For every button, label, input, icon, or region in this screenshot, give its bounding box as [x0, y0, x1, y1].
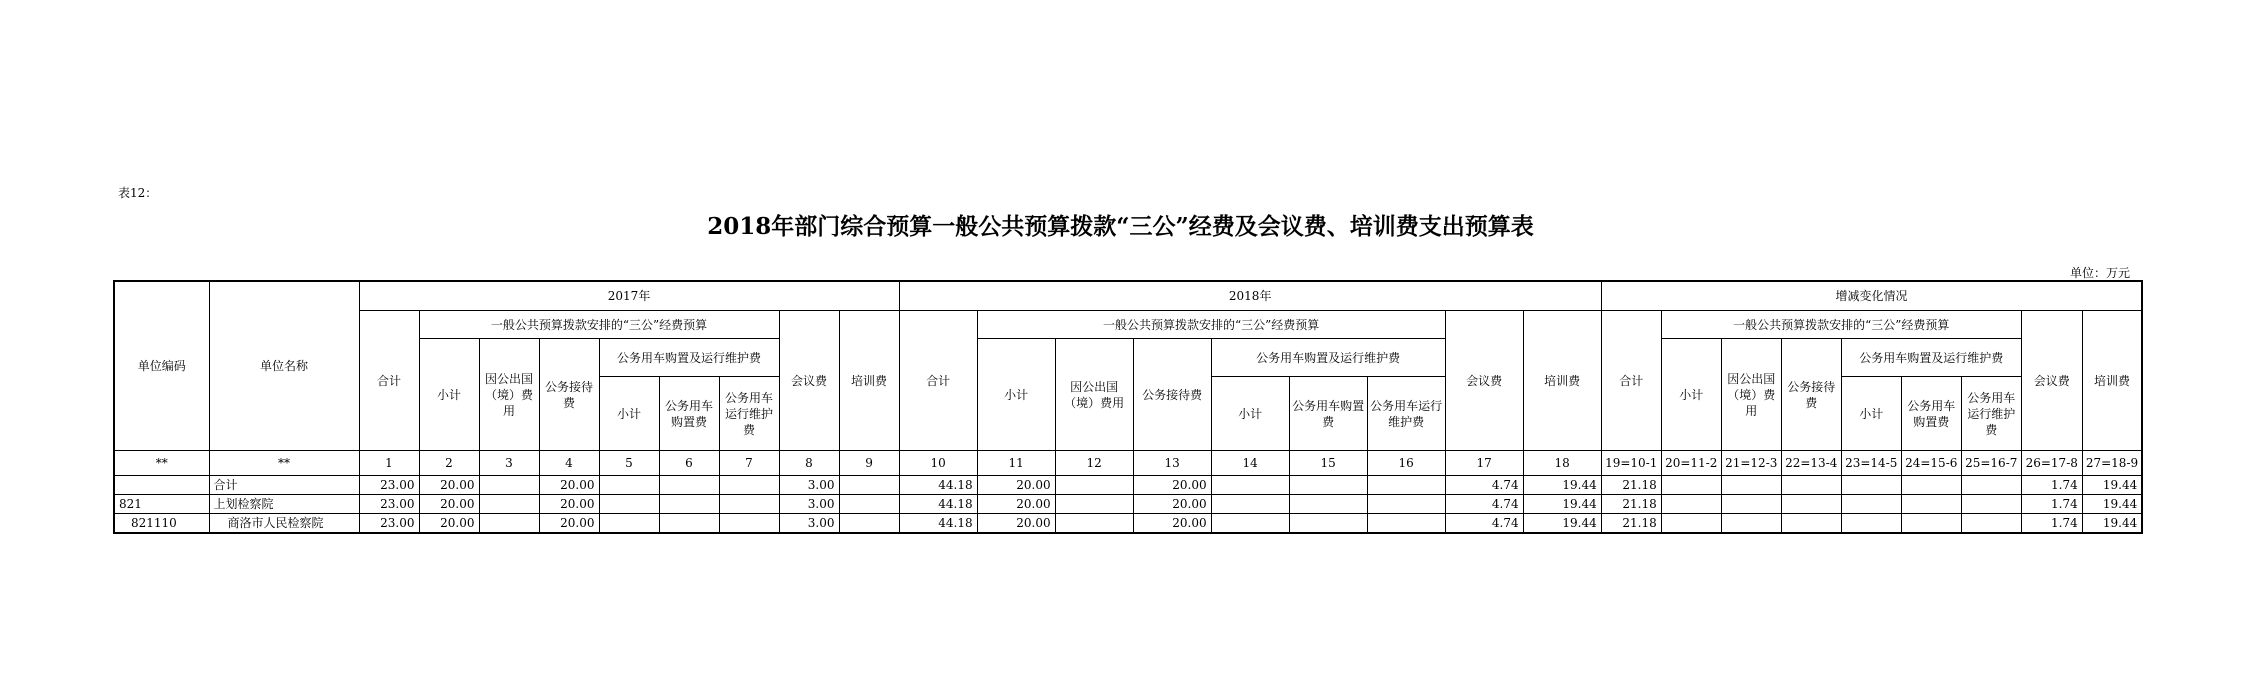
value-cell: 3.00	[779, 495, 839, 514]
value-cell: 20.00	[539, 495, 599, 514]
value-cell: 20.00	[539, 476, 599, 495]
header-year-2017: 2017年	[359, 281, 899, 311]
unit-code-cell: 821	[114, 495, 209, 514]
header-row-sangong	[114, 311, 2142, 339]
value-cell	[719, 495, 779, 514]
value-cell	[839, 514, 899, 534]
column-index-row	[114, 451, 2142, 476]
column-index-cell: 2	[419, 451, 479, 476]
header-change-reception: 公务接待费	[1781, 339, 1841, 451]
value-cell: 19.44	[2082, 514, 2142, 534]
value-cell	[1367, 514, 1445, 534]
value-cell	[839, 495, 899, 514]
header-unit-code: 单位编码	[114, 281, 209, 451]
header-2017-vehicle-run: 公务用车运行维护费	[719, 377, 779, 451]
column-index-cell: 15	[1289, 451, 1367, 476]
header-2018-vehicle: 公务用车购置及运行维护费	[1211, 339, 1445, 377]
header-2018-sangong: 一般公共预算拨款安排的“三公”经费预算	[977, 311, 1445, 339]
header-2017-training: 培训费	[839, 311, 899, 451]
value-cell	[1211, 495, 1289, 514]
column-index-cell: 1	[359, 451, 419, 476]
column-index-cell: **	[209, 451, 359, 476]
value-cell: 4.74	[1445, 514, 1523, 534]
unit-name-cell: 上划检察院	[209, 495, 359, 514]
column-index-cell: 23=14-5	[1841, 451, 1901, 476]
column-index-cell: 17	[1445, 451, 1523, 476]
header-2018-vehicle-buy: 公务用车购置费	[1289, 377, 1367, 451]
value-cell	[1841, 476, 1901, 495]
value-cell	[1721, 476, 1781, 495]
header-2018-reception: 公务接待费	[1133, 339, 1211, 451]
value-cell: 21.18	[1601, 476, 1661, 495]
page-title: 2018年部门综合预算一般公共预算拨款“三公”经费及会议费、培训费支出预算表	[707, 213, 1534, 240]
value-cell: 44.18	[899, 514, 977, 534]
value-cell: 20.00	[419, 495, 479, 514]
value-cell	[1841, 514, 1901, 534]
value-cell: 44.18	[899, 476, 977, 495]
value-cell: 20.00	[1133, 495, 1211, 514]
value-cell: 1.74	[2021, 495, 2082, 514]
value-cell	[1841, 495, 1901, 514]
value-cell	[1781, 476, 1841, 495]
value-cell	[1961, 495, 2021, 514]
header-2017-abroad: 因公出国（境）费用	[479, 339, 539, 451]
header-2017-reception: 公务接待费	[539, 339, 599, 451]
header-change-subtotal: 小计	[1661, 339, 1721, 451]
value-cell: 20.00	[1133, 476, 1211, 495]
value-cell	[1289, 495, 1367, 514]
header-2017-sangong: 一般公共预算拨款安排的“三公”经费预算	[419, 311, 779, 339]
value-cell	[1721, 495, 1781, 514]
header-unit-name: 单位名称	[209, 281, 359, 451]
column-index-cell: 12	[1055, 451, 1133, 476]
value-cell	[1211, 476, 1289, 495]
value-cell: 23.00	[359, 495, 419, 514]
value-cell: 21.18	[1601, 514, 1661, 534]
value-cell	[1901, 495, 1961, 514]
value-cell	[1055, 476, 1133, 495]
header-change-abroad: 因公出国（境）费用	[1721, 339, 1781, 451]
column-index-cell: 3	[479, 451, 539, 476]
value-cell: 23.00	[359, 514, 419, 534]
header-row-years	[114, 281, 2142, 311]
value-cell: 1.74	[2021, 476, 2082, 495]
value-cell: 19.44	[1523, 495, 1601, 514]
column-index-cell: 10	[899, 451, 977, 476]
value-cell	[839, 476, 899, 495]
value-cell: 3.00	[779, 514, 839, 534]
value-cell: 19.44	[2082, 476, 2142, 495]
table-row	[114, 476, 2142, 495]
unit-name-cell: 商洛市人民检察院	[209, 514, 359, 534]
unit-name-cell: 合计	[209, 476, 359, 495]
value-cell: 23.00	[359, 476, 419, 495]
value-cell	[599, 476, 659, 495]
header-2018-total: 合计	[899, 311, 977, 451]
value-cell	[1211, 514, 1289, 534]
column-index-cell: 21=12-3	[1721, 451, 1781, 476]
header-2018-meeting: 会议费	[1445, 311, 1523, 451]
value-cell	[599, 495, 659, 514]
value-cell: 20.00	[977, 495, 1055, 514]
column-index-cell: 5	[599, 451, 659, 476]
column-index-cell: 7	[719, 451, 779, 476]
header-2017-total: 合计	[359, 311, 419, 451]
header-2017-vehicle-subtotal: 小计	[599, 377, 659, 451]
header-2018-abroad: 因公出国（境）费用	[1055, 339, 1133, 451]
column-index-cell: 11	[977, 451, 1055, 476]
value-cell: 19.44	[2082, 495, 2142, 514]
value-cell	[1781, 514, 1841, 534]
value-cell: 19.44	[1523, 476, 1601, 495]
value-cell: 20.00	[539, 514, 599, 534]
header-row-vehicle	[114, 339, 2142, 377]
column-index-cell: 22=13-4	[1781, 451, 1841, 476]
column-index-cell: 27=18-9	[2082, 451, 2142, 476]
value-cell	[1367, 476, 1445, 495]
header-2018-vehicle-run: 公务用车运行维护费	[1367, 377, 1445, 451]
unit-code-cell: 821110	[114, 514, 209, 534]
header-change-vehicle: 公务用车购置及运行维护费	[1841, 339, 2021, 377]
value-cell	[719, 514, 779, 534]
table-row	[114, 514, 2142, 534]
header-2018-vehicle-subtotal: 小计	[1211, 377, 1289, 451]
header-change-total: 合计	[1601, 311, 1661, 451]
header-change-vehicle-run: 公务用车运行维护费	[1961, 377, 2021, 451]
value-cell	[659, 495, 719, 514]
column-index-cell: 25=16-7	[1961, 451, 2021, 476]
value-cell	[1961, 514, 2021, 534]
table-number-label: 表12：	[118, 186, 158, 200]
value-cell: 44.18	[899, 495, 977, 514]
unit-label: 单位：万元	[2069, 266, 2130, 280]
header-change-vehicle-buy: 公务用车购置费	[1901, 377, 1961, 451]
value-cell	[659, 476, 719, 495]
value-cell	[1901, 514, 1961, 534]
column-index-cell: 14	[1211, 451, 1289, 476]
value-cell: 19.44	[1523, 514, 1601, 534]
value-cell: 20.00	[977, 476, 1055, 495]
value-cell	[479, 495, 539, 514]
value-cell: 20.00	[1133, 514, 1211, 534]
header-2017-vehicle-buy: 公务用车购置费	[659, 377, 719, 451]
value-cell: 20.00	[419, 514, 479, 534]
column-index-cell: 4	[539, 451, 599, 476]
value-cell	[1055, 514, 1133, 534]
value-cell	[479, 514, 539, 534]
value-cell	[479, 476, 539, 495]
value-cell	[1367, 495, 1445, 514]
value-cell	[1781, 495, 1841, 514]
budget-table	[113, 280, 2143, 534]
column-index-cell: 19=10-1	[1601, 451, 1661, 476]
value-cell: 1.74	[2021, 514, 2082, 534]
column-index-cell: 20=11-2	[1661, 451, 1721, 476]
value-cell: 4.74	[1445, 495, 1523, 514]
header-change-training: 培训费	[2082, 311, 2142, 451]
value-cell	[1901, 476, 1961, 495]
value-cell: 21.18	[1601, 495, 1661, 514]
header-change: 增减变化情况	[1601, 281, 2142, 311]
value-cell	[1661, 514, 1721, 534]
column-index-cell: 8	[779, 451, 839, 476]
value-cell: 20.00	[977, 514, 1055, 534]
column-index-cell: 6	[659, 451, 719, 476]
value-cell: 3.00	[779, 476, 839, 495]
header-change-vehicle-subtotal: 小计	[1841, 377, 1901, 451]
header-change-sangong: 一般公共预算拨款安排的“三公”经费预算	[1661, 311, 2021, 339]
value-cell	[659, 514, 719, 534]
value-cell	[1661, 476, 1721, 495]
column-index-cell: **	[114, 451, 209, 476]
table-row	[114, 495, 2142, 514]
value-cell	[719, 476, 779, 495]
value-cell: 20.00	[419, 476, 479, 495]
value-cell: 4.74	[1445, 476, 1523, 495]
column-index-cell: 16	[1367, 451, 1445, 476]
unit-code-cell	[114, 476, 209, 495]
value-cell	[1055, 495, 1133, 514]
column-index-cell: 9	[839, 451, 899, 476]
value-cell	[599, 514, 659, 534]
column-index-cell: 24=15-6	[1901, 451, 1961, 476]
column-index-cell: 18	[1523, 451, 1601, 476]
value-cell	[1289, 476, 1367, 495]
header-2017-meeting: 会议费	[779, 311, 839, 451]
header-2017-vehicle: 公务用车购置及运行维护费	[599, 339, 779, 377]
value-cell	[1721, 514, 1781, 534]
value-cell	[1961, 476, 2021, 495]
header-change-meeting: 会议费	[2021, 311, 2082, 451]
column-index-cell: 13	[1133, 451, 1211, 476]
value-cell	[1289, 514, 1367, 534]
header-2018-training: 培训费	[1523, 311, 1601, 451]
header-year-2018: 2018年	[899, 281, 1601, 311]
header-2018-subtotal: 小计	[977, 339, 1055, 451]
column-index-cell: 26=17-8	[2021, 451, 2082, 476]
value-cell	[1661, 495, 1721, 514]
header-2017-subtotal: 小计	[419, 339, 479, 451]
